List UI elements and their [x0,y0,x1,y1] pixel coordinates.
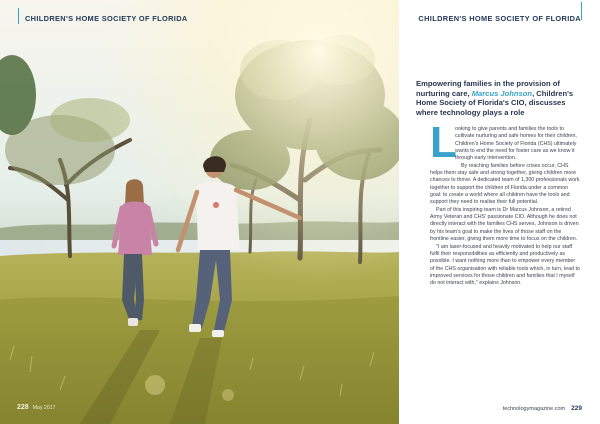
body-paragraph-4: "I am laser-focused and heavily motivated to help our staff fulfil their responsibilities as efficiently and productively as possible. I want nothing more than to empower every member of the CHS organisation with reliable tools which, in turn, lead to improved services for those children and families that I myself do not interact with," explains Johnson. [430,243,580,287]
article-body [430,118,580,288]
standfirst [416,79,584,117]
running-head-left: CHILDREN'S HOME SOCIETY OF FLORIDA [25,14,188,23]
page-number-right: 229 [571,405,582,412]
standfirst-name: Marcus Johnson [471,88,533,98]
body-paragraph-2: By reaching families before crises occur, CHS helps them stay safe and strong together, giving children more chances to thrive. A dedicated team of 1,300 professionals work together to support the children of Florida under a common goal: to create a world where all children have the tools and support they need to realise their full potential. [430,162,580,206]
folio-right [503,405,582,412]
accent-rule-right [581,2,582,20]
magazine-website: technologymagazine.com [502,406,566,412]
issue-date: May 2017 [32,405,56,411]
running-head-right: CHILDREN'S HOME SOCIETY OF FLORIDA [418,14,581,23]
standfirst-lead: Empowering families in the provision of nurturing care, [416,79,560,98]
standfirst-tail: , Children's Home Society of Florida's CIO, discusses where technology plays a role [416,88,574,117]
body-paragraph-3: Part of this inspiring team is Dr Marcus Johnson, a retired Army Veteran and CHS' passionate CIO. Although he does not directly interact with the families CHS serves, Johnson is driven by his team's goal to make the lives of those staff on the frontline easier, giving them more time to focus on the children. [430,206,579,243]
folio-left [17,404,55,411]
drop-cap: L [430,118,457,167]
accent-rule-left [18,8,19,24]
article-page [399,0,600,424]
body-paragraph-1: L ooking to give parents and families the tools to cultivate nurturing and safe homes for their children, Children's Home Society of Florida (CHS) ultimately wants to end the need for foster care as we know it through early intervention. [430,118,577,167]
page-number-left: 228 [17,404,29,411]
